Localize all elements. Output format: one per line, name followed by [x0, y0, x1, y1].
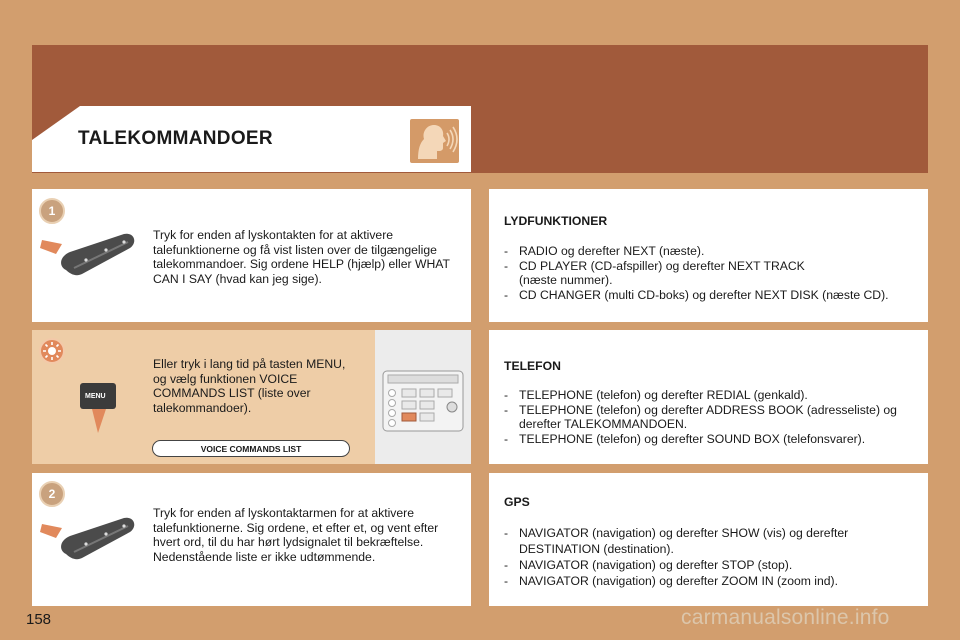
sun-icon	[39, 338, 65, 364]
list-item: - NAVIGATOR (navigation) og derefter STOP (stop).	[504, 557, 914, 573]
list-item: - NAVIGATOR (navigation) og derefter SHOW (vis) og derefter DESTINATION (destination).	[504, 525, 864, 557]
light-switch-stalk-image	[40, 512, 138, 575]
step-2-badge: 2	[39, 481, 65, 507]
audio-title: LYDFUNKTIONER	[504, 214, 608, 228]
list-item: - RADIO og derefter NEXT (næste).	[504, 244, 919, 259]
step1-text: Tryk for enden af lyskontakten for at aktivere talefunktionerne og få vist listen over de tilgængelige talekommandoer. Sig ordene HELP (hjælp) eller WHAT CAN I SAY (hvad kan jeg sige).	[153, 228, 450, 286]
step-1-badge: 1	[39, 198, 65, 224]
page-title: TALEKOMMANDOER	[78, 128, 273, 149]
voice-commands-list-button[interactable]: VOICE COMMANDS LIST	[152, 440, 350, 457]
page-number: 158	[26, 611, 52, 628]
list-item: - TELEPHONE (telefon) og derefter ADDRESS BOOK (adresseliste) og derefter TALEKOMMANDOEN.	[504, 403, 904, 432]
watermark: carmanualsonline.info	[681, 606, 890, 629]
list-item: - TELEPHONE (telefon) og derefter SOUND BOX (telefonsvarer).	[504, 432, 904, 447]
phone-list	[504, 388, 904, 446]
step2-text: Tryk for enden af lyskontaktarmen for at aktivere talefunktionerne. Sig ordene, et efter et, og vent efter hvert ord, til du har hørt lydsignalet til bekræftelse. Nedenstående liste er ikke udtømmende.	[153, 506, 439, 564]
list-item: - CD CHANGER (multi CD-boks) og derefter NEXT DISK (næste CD).	[504, 288, 919, 303]
list-item: - NAVIGATOR (navigation) og derefter ZOOM IN (zoom ind).	[504, 573, 914, 589]
gps-title: GPS	[504, 495, 530, 509]
phone-title: TELEFON	[504, 359, 561, 373]
list-item: - TELEPHONE (telefon) og derefter REDIAL (genkald).	[504, 388, 904, 403]
list-item: - CD PLAYER (CD-afspiller) og derefter NEXT TRACK (næste nummer).	[504, 259, 819, 288]
menu-key-image	[78, 381, 120, 440]
speaking-head-icon	[410, 119, 459, 163]
tip-text: Eller tryk i lang tid på tasten MENU, og vælg funktionen VOICE COMMANDS LIST (liste over talekommandoer).	[153, 357, 346, 415]
light-switch-stalk-image	[40, 228, 138, 291]
audio-list	[504, 244, 919, 302]
gps-list	[504, 525, 914, 589]
menu-key-label: MENU	[85, 393, 106, 400]
radio-panel-image	[382, 367, 464, 438]
